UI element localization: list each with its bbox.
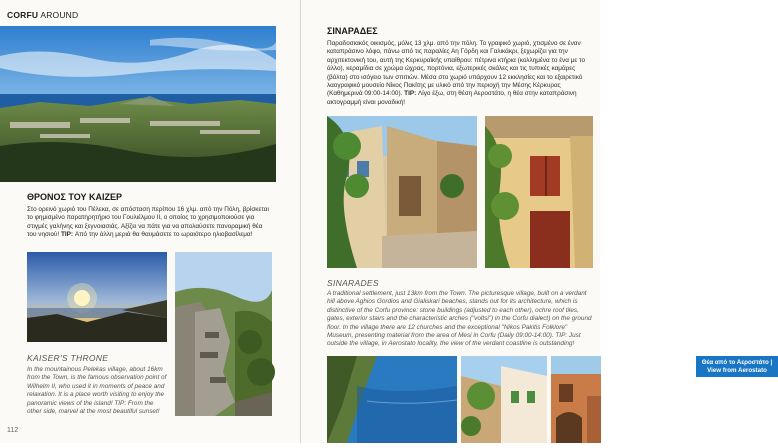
- heading-sinarades-english: SINARADES: [327, 278, 379, 288]
- running-header: [7, 10, 78, 20]
- caption-english: View from Aerostato: [707, 366, 767, 374]
- kaiser-tip-text: Από την άλλη μεριά θα θαυμάσετε το ωραιότερο ηλιοβασίλεμα!: [73, 231, 253, 239]
- corfu-panorama-photo: [0, 26, 276, 182]
- body-sinarades-english: A traditional settlement, just 13km from the Town. The picturesque village, built on a verdant hill above Aghios Gordios and Gialiskari beaches, stands out for its architecture, which is distinctive of the Corfu province: stone buildings (adjusted to each other), ochre roof tiles, gates, exterior stairs and the characteristic arches ("voltsi") in the Corfu dialect) on the ground floor. In the village there are 12 churches and the exceptional "Nikos Pakitis Folklore" Museum, presenting material from the area of Mesi in Corfu (Daily 09:00-14:00). TIP: Just outside the village, in Aerostato locality, the view of the verdant coastline is outstanding!: [327, 290, 592, 348]
- kaiser-tip-label: TIP:: [60, 231, 74, 239]
- body-kaiser-throne-greek: [27, 206, 273, 240]
- sinarades-greek-text: Παραδοσιακός οικισμός, μόλις 13 χλμ. από την πόλη. Το γραφικό χωριό, χτισμένο σε έναν καταπράσινο λόφο, πάνω από τις παραλίες Αη Γόρδη και Γαλικάκρι, ξεχωρίζει για την αρχιτεκτονική του, αυτή της Κερκυραϊκής υπαίθρου: πέτρινα κτήρια (κολλημένα το ένα με το άλλο), κεραμίδια σε χρώμα ώχρας, πορτόνια, εξωτερικές σκάλες και τις τυπικές καμάρες (βόλτα) στο ισόγειο των σπιτιών. Μέσα στο χωριό υπάρχουν 12 εκκλησίες και το εξαιρετικό λαογραφικό μουσείο Νίκος Πακίτης με υλικό από την περιοχή την Μέσης Κέρκυρας (Καθημερινά 09:00-14:00).: [327, 40, 586, 98]
- left-page: [0, 0, 300, 443]
- stone-arch-photo: [551, 356, 601, 443]
- sinarades-tip-label: TIP:: [404, 90, 417, 98]
- sunset-photo: [27, 252, 167, 342]
- sinarades-street-photo: [327, 116, 477, 268]
- heading-kaiser-throne-greek: ΘΡΟΝΟΣ ΤΟΥ ΚΑΙΖΕΡ: [27, 192, 122, 202]
- aerostato-caption: [696, 356, 778, 377]
- yellow-house-photo: [485, 116, 593, 268]
- page-number: 112: [7, 427, 19, 434]
- kaiser-greek-text: Στο ορεινό χωριό του Πέλεκα, σε απόσταση περίπου 16 χλμ. από την Πόλη, βρίσκεται το φημισμένο παρατηρητήριο του Γουλιέλμου ΙΙ, ο οποίος το χρησιμοποιούσε για στιγμές γαλήνης και ξεγνοιασιάς. Αξίζει να πάτε για να απολαύσετε πανοραμική θέα του νησιού!: [27, 206, 269, 239]
- header-section: AROUND: [40, 10, 79, 20]
- village-lane-photo: [461, 356, 547, 443]
- heading-kaiser-throne-english: KAISER'S THRONE: [27, 353, 109, 363]
- caption-greek: Θέα από το Αεροστάτο |: [701, 359, 773, 366]
- body-sinarades-greek: [327, 40, 593, 107]
- right-page: [300, 0, 773, 443]
- heading-sinarades-greek: ΣΙΝΑΡΑΔΕΣ: [327, 26, 378, 36]
- sinarades-tip-text: Λίγο έξω, στη θέση Αεροστάτο, η θέα στην καταπράσινη ακτογραμμή είναι μοναδική!: [327, 90, 577, 106]
- body-kaiser-throne-english: In the mountainous Pelekas village, about 16km from the Town, is the famous observation point of Wilhelm II, who used it in moments of peace and relaxation. It is a place worth visiting to enjoy the panoramic views of the island! TIP: From the other side, marvel at the most beautiful sunset!: [27, 366, 167, 416]
- kaiser-throne-photo: [175, 252, 272, 416]
- aerostato-coast-photo: [327, 356, 457, 443]
- header-brand: CORFU: [7, 10, 39, 20]
